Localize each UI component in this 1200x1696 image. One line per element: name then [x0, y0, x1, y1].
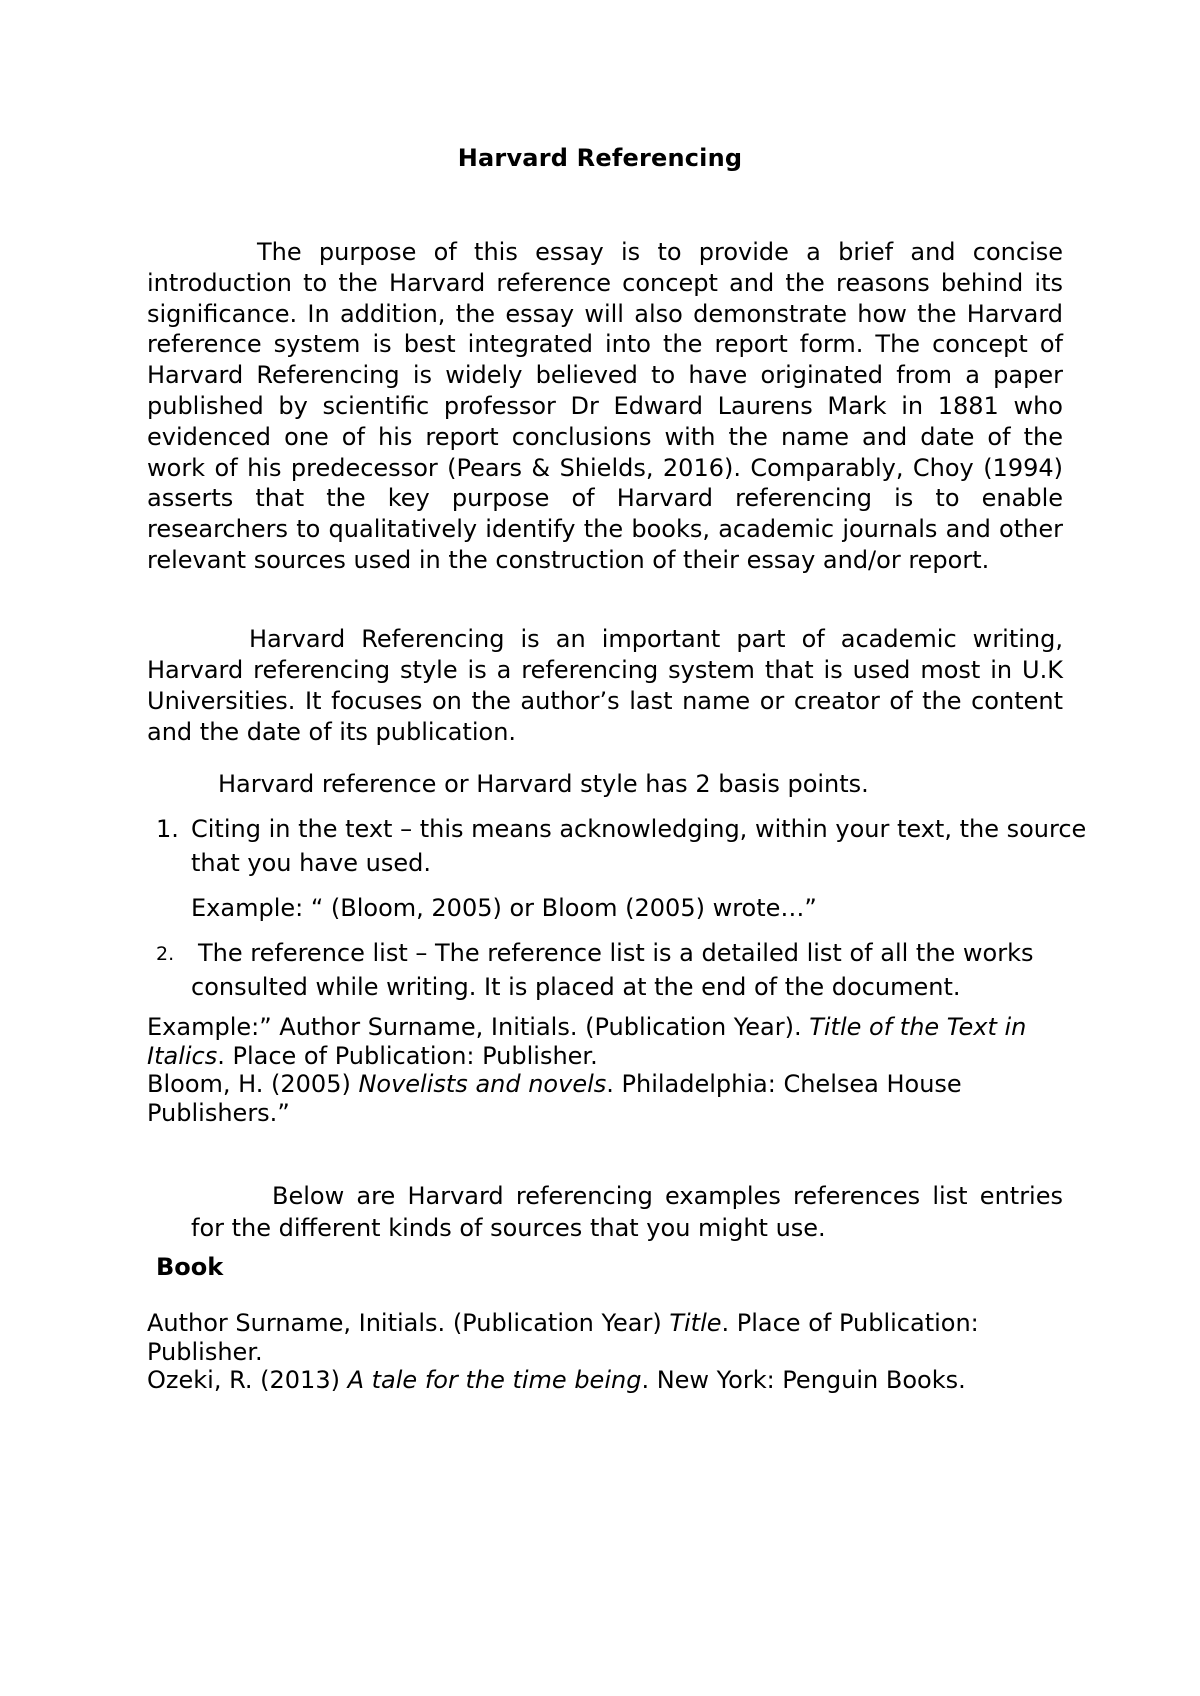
document-title: Harvard Referencing	[457, 144, 743, 172]
reference-sample-line: Bloom, H. (2005) Novelists and novels. Philadelphia: Chelsea House Publishers.”	[147, 1070, 962, 1127]
book-format-line: Author Surname, Initials. (Publication Year) Title. Place of Publication: Publisher.	[147, 1309, 979, 1366]
book-sample-line: Ozeki, R. (2013) A tale for the time being. New York: Penguin Books.	[147, 1366, 966, 1394]
book-heading: Book	[156, 1253, 224, 1281]
list-item-number: 2.	[156, 943, 175, 965]
book-reference-block	[147, 1309, 1047, 1395]
reference-format-line: Example:” Author Surname, Initials. (Publication Year). Title of the Text in Italics. Place of Publication: Publisher.	[147, 1013, 1027, 1070]
list-item-citing-text: Citing in the text – this means acknowledging, within your text, the source that you have used.	[191, 815, 1087, 877]
intro-paragraph: The purpose of this essay is to provide a brief and concise introduction to the Harvard reference concept and the reasons behind its significance. In addition, the essay will also demonstrate how the Harvard reference system is best integrated into the report form. The concept of Harvard Referencing is widely believed to have originated from a paper published by scientific professor Dr Edward Laurens Mark in 1881 who evidenced one of his report conclusions with the name and date of the work of his predecessor (Pears & Shields, 2016). Comparably, Choy (1994) asserts that the key purpose of Harvard referencing is to enable researchers to qualitatively identify the books, academic journals and other relevant sources used in the construction of their essay and/or report.	[147, 238, 1063, 574]
list-item-citing-example: Example: “ (Bloom, 2005) or Bloom (2005) wrote…”	[191, 894, 817, 922]
examples-intro-paragraph: Below are Harvard referencing examples references list entries for the different kinds of sources that you might use.	[191, 1182, 1063, 1242]
importance-paragraph: Harvard Referencing is an important part of academic writing, Harvard referencing style is a referencing system that is used most in U.K Universities. It focuses on the author’s last name or creator of the content and the date of its publication.	[147, 625, 1063, 746]
list-item-reference-list-text: The reference list – The reference list is a detailed list of all the works consulted while writing. It is placed at the end of the document.	[191, 939, 1034, 1001]
basis-points-paragraph: Harvard reference or Harvard style has 2 basis points.	[218, 770, 869, 798]
list-item-number: 1.	[156, 815, 179, 843]
reference-example-block	[147, 1013, 1067, 1127]
